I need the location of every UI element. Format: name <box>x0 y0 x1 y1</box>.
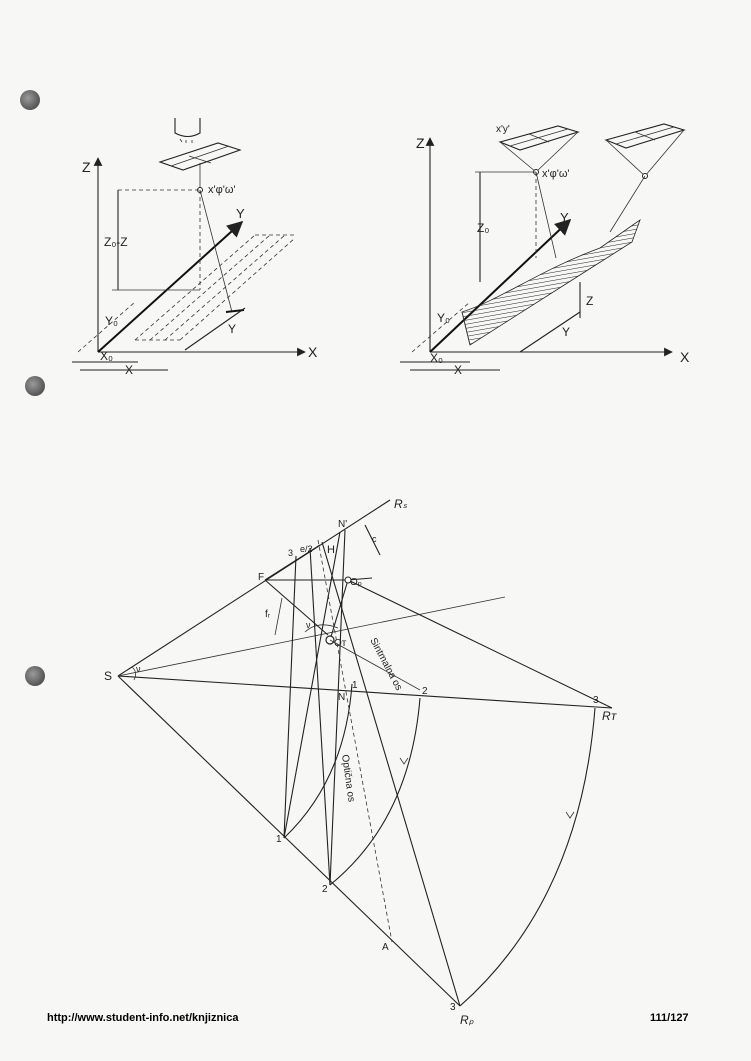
flight-strip <box>135 235 295 340</box>
camera-orientation-label: x'φ'ω' <box>208 184 236 196</box>
arc-3 <box>460 708 595 1006</box>
figure-left <box>72 118 318 377</box>
y0-label: Y₀ <box>105 314 118 328</box>
label-half-e: e/2 <box>300 544 313 554</box>
figure-bottom <box>104 497 618 1027</box>
point-a-label: A <box>382 942 389 953</box>
z-label: Z <box>586 294 594 308</box>
fr-label: fᵣ <box>265 609 271 620</box>
frame-cone <box>606 140 645 176</box>
camera-icon <box>175 118 200 137</box>
arc-2 <box>330 698 420 885</box>
z-axis-label: Z <box>416 135 425 151</box>
arc-arrow <box>400 758 408 764</box>
line-rs-label: Rₛ <box>394 497 408 511</box>
fr-dimension <box>275 598 282 635</box>
point-s-label: S <box>104 669 113 683</box>
ray-middle <box>118 597 505 676</box>
x0-label: X₀ <box>100 349 113 363</box>
z0-label: Z₀ <box>477 221 490 235</box>
angle-nu-label: ν <box>306 620 311 630</box>
ray-rs <box>118 500 390 676</box>
footer-url[interactable]: http://www.student-info.net/knjiznica <box>47 1012 239 1024</box>
point-n-label: N <box>338 692 346 703</box>
line-rp-label: Rₚ <box>460 1013 474 1027</box>
optical-axis-label: Optična os <box>339 753 357 803</box>
line-rt-label: Rᴛ <box>602 709 617 723</box>
photo-midline <box>189 156 211 163</box>
y-dimension <box>520 312 580 352</box>
fan-line <box>310 548 330 885</box>
label-3prime: 3 <box>288 548 294 558</box>
op-to-rt <box>348 580 612 708</box>
point-3-label: 3 <box>593 695 599 706</box>
page-number: 111/127 <box>650 1012 689 1024</box>
x0-label: X₀ <box>430 351 443 365</box>
ray-line <box>200 190 232 312</box>
ray-rt <box>118 676 612 708</box>
y0-guide <box>412 302 470 352</box>
flight-strip <box>135 235 295 340</box>
x-dim-label: X <box>125 363 134 377</box>
ray-line <box>610 176 645 232</box>
ray-line <box>536 172 556 258</box>
point-h-label: H <box>327 544 335 556</box>
principal-axis-label: Sintmalna os <box>367 636 405 693</box>
point-ot-label: Oᴛ <box>334 638 347 649</box>
y-axis-label: Y <box>560 210 569 225</box>
z0-z-label: Z₀-Z <box>104 235 128 249</box>
y0-label: Y₀ <box>437 311 450 325</box>
figure-right <box>400 124 690 377</box>
frame-cone <box>645 130 684 176</box>
angle-nu-label: ν <box>136 664 141 674</box>
camera-rays <box>180 139 192 143</box>
point-f-label: F <box>258 572 265 583</box>
camera-orientation-label: x'φ'ω' <box>542 168 570 180</box>
point-n-prime-label: N' <box>338 519 348 530</box>
photo-label: x'y' <box>496 124 510 135</box>
focal-line <box>265 580 328 635</box>
x-axis-label: X <box>680 349 690 365</box>
y-dim-label: Y <box>562 325 571 339</box>
point-1-label: 1 <box>276 834 282 845</box>
y-dim-label: Y <box>228 322 237 336</box>
point-1-label: 1 <box>352 680 358 691</box>
fan-line <box>330 530 345 885</box>
point-2-label: 2 <box>322 884 328 895</box>
point-3-label: 3 <box>450 1002 456 1013</box>
c-label: c <box>372 534 377 544</box>
x-dim-label: X <box>454 363 463 377</box>
z-axis-label: Z <box>82 159 91 175</box>
point-op-label: Oₚ <box>350 577 363 588</box>
arc-arrow <box>566 812 574 818</box>
y-axis-label: Y <box>236 206 245 221</box>
x-axis-label: X <box>308 344 318 360</box>
point-2-label: 2 <box>422 686 428 697</box>
